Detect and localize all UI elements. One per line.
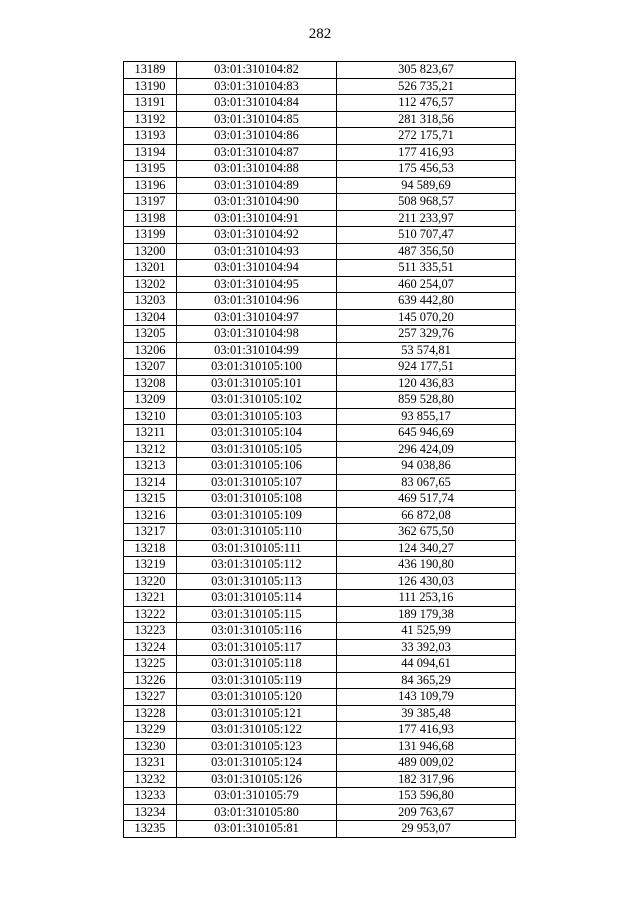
page-number: 282 bbox=[308, 26, 332, 42]
row-number-cell: 13223 bbox=[124, 623, 177, 640]
row-number-cell: 13210 bbox=[124, 408, 177, 425]
table-row bbox=[124, 656, 516, 673]
amount-cell: 469 517,74 bbox=[337, 491, 516, 508]
row-number-cell: 13197 bbox=[124, 194, 177, 211]
cadastral-number-cell: 03:01:310105:119 bbox=[177, 672, 337, 689]
table-row bbox=[124, 491, 516, 508]
cadastral-number-cell: 03:01:310105:112 bbox=[177, 557, 337, 574]
table-row bbox=[124, 177, 516, 194]
row-number-cell: 13201 bbox=[124, 260, 177, 277]
table-row bbox=[124, 227, 516, 244]
amount-cell: 281 318,56 bbox=[337, 111, 516, 128]
row-number-cell: 13222 bbox=[124, 606, 177, 623]
amount-cell: 175 456,53 bbox=[337, 161, 516, 178]
table-row bbox=[124, 771, 516, 788]
table-row bbox=[124, 804, 516, 821]
row-number-cell: 13189 bbox=[124, 62, 177, 79]
cadastral-number-cell: 03:01:310105:123 bbox=[177, 738, 337, 755]
table-row bbox=[124, 689, 516, 706]
row-number-cell: 13203 bbox=[124, 293, 177, 310]
cadastral-number-cell: 03:01:310104:92 bbox=[177, 227, 337, 244]
table-body bbox=[124, 62, 516, 838]
amount-cell: 33 392,03 bbox=[337, 639, 516, 656]
cadastral-number-cell: 03:01:310104:89 bbox=[177, 177, 337, 194]
cadastral-number-cell: 03:01:310104:90 bbox=[177, 194, 337, 211]
row-number-cell: 13198 bbox=[124, 210, 177, 227]
cadastral-number-cell: 03:01:310104:83 bbox=[177, 78, 337, 95]
cadastral-number-cell: 03:01:310104:88 bbox=[177, 161, 337, 178]
amount-cell: 124 340,27 bbox=[337, 540, 516, 557]
amount-cell: 510 707,47 bbox=[337, 227, 516, 244]
row-number-cell: 13224 bbox=[124, 639, 177, 656]
table-row bbox=[124, 672, 516, 689]
table-row bbox=[124, 95, 516, 112]
table-row bbox=[124, 309, 516, 326]
row-number-cell: 13232 bbox=[124, 771, 177, 788]
table-row bbox=[124, 128, 516, 145]
table-row bbox=[124, 326, 516, 343]
table-row bbox=[124, 639, 516, 656]
row-number-cell: 13219 bbox=[124, 557, 177, 574]
row-number-cell: 13211 bbox=[124, 425, 177, 442]
row-number-cell: 13227 bbox=[124, 689, 177, 706]
cadastral-number-cell: 03:01:310105:102 bbox=[177, 392, 337, 409]
row-number-cell: 13191 bbox=[124, 95, 177, 112]
row-number-cell: 13225 bbox=[124, 656, 177, 673]
table-row bbox=[124, 210, 516, 227]
table-row bbox=[124, 243, 516, 260]
amount-cell: 362 675,50 bbox=[337, 524, 516, 541]
table-row bbox=[124, 342, 516, 359]
table-row bbox=[124, 408, 516, 425]
row-number-cell: 13193 bbox=[124, 128, 177, 145]
cadastral-number-cell: 03:01:310104:84 bbox=[177, 95, 337, 112]
row-number-cell: 13220 bbox=[124, 573, 177, 590]
row-number-cell: 13233 bbox=[124, 788, 177, 805]
amount-cell: 84 365,29 bbox=[337, 672, 516, 689]
amount-cell: 305 823,67 bbox=[337, 62, 516, 79]
cadastral-number-cell: 03:01:310104:82 bbox=[177, 62, 337, 79]
row-number-cell: 13209 bbox=[124, 392, 177, 409]
cadastral-number-cell: 03:01:310104:95 bbox=[177, 276, 337, 293]
cadastral-number-cell: 03:01:310104:99 bbox=[177, 342, 337, 359]
table-row bbox=[124, 590, 516, 607]
cadastral-number-cell: 03:01:310104:87 bbox=[177, 144, 337, 161]
table-row bbox=[124, 524, 516, 541]
amount-cell: 511 335,51 bbox=[337, 260, 516, 277]
amount-cell: 126 430,03 bbox=[337, 573, 516, 590]
table-row bbox=[124, 375, 516, 392]
row-number-cell: 13217 bbox=[124, 524, 177, 541]
cadastral-number-cell: 03:01:310105:121 bbox=[177, 705, 337, 722]
amount-cell: 53 574,81 bbox=[337, 342, 516, 359]
row-number-cell: 13205 bbox=[124, 326, 177, 343]
amount-cell: 211 233,97 bbox=[337, 210, 516, 227]
cadastral-number-cell: 03:01:310105:114 bbox=[177, 590, 337, 607]
data-table bbox=[123, 61, 516, 838]
table-row bbox=[124, 788, 516, 805]
row-number-cell: 13202 bbox=[124, 276, 177, 293]
amount-cell: 94 589,69 bbox=[337, 177, 516, 194]
cadastral-number-cell: 03:01:310105:116 bbox=[177, 623, 337, 640]
cadastral-number-cell: 03:01:310105:110 bbox=[177, 524, 337, 541]
cadastral-number-cell: 03:01:310105:105 bbox=[177, 441, 337, 458]
row-number-cell: 13215 bbox=[124, 491, 177, 508]
amount-cell: 296 424,09 bbox=[337, 441, 516, 458]
row-number-cell: 13195 bbox=[124, 161, 177, 178]
amount-cell: 120 436,83 bbox=[337, 375, 516, 392]
cadastral-number-cell: 03:01:310104:86 bbox=[177, 128, 337, 145]
cadastral-number-cell: 03:01:310105:118 bbox=[177, 656, 337, 673]
cadastral-number-cell: 03:01:310105:103 bbox=[177, 408, 337, 425]
amount-cell: 272 175,71 bbox=[337, 128, 516, 145]
row-number-cell: 13200 bbox=[124, 243, 177, 260]
row-number-cell: 13194 bbox=[124, 144, 177, 161]
row-number-cell: 13213 bbox=[124, 458, 177, 475]
amount-cell: 436 190,80 bbox=[337, 557, 516, 574]
amount-cell: 83 067,65 bbox=[337, 474, 516, 491]
amount-cell: 257 329,76 bbox=[337, 326, 516, 343]
cadastral-number-cell: 03:01:310104:97 bbox=[177, 309, 337, 326]
amount-cell: 111 253,16 bbox=[337, 590, 516, 607]
cadastral-number-cell: 03:01:310105:106 bbox=[177, 458, 337, 475]
cadastral-number-cell: 03:01:310105:104 bbox=[177, 425, 337, 442]
amount-cell: 153 596,80 bbox=[337, 788, 516, 805]
amount-cell: 94 038,86 bbox=[337, 458, 516, 475]
amount-cell: 209 763,67 bbox=[337, 804, 516, 821]
table-row bbox=[124, 623, 516, 640]
row-number-cell: 13196 bbox=[124, 177, 177, 194]
row-number-cell: 13218 bbox=[124, 540, 177, 557]
amount-cell: 460 254,07 bbox=[337, 276, 516, 293]
row-number-cell: 13214 bbox=[124, 474, 177, 491]
table-row bbox=[124, 392, 516, 409]
cadastral-number-cell: 03:01:310104:96 bbox=[177, 293, 337, 310]
table-row bbox=[124, 161, 516, 178]
table-row bbox=[124, 144, 516, 161]
cadastral-number-cell: 03:01:310105:109 bbox=[177, 507, 337, 524]
table-row bbox=[124, 606, 516, 623]
amount-cell: 489 009,02 bbox=[337, 755, 516, 772]
table-row bbox=[124, 738, 516, 755]
table-row bbox=[124, 194, 516, 211]
amount-cell: 145 070,20 bbox=[337, 309, 516, 326]
cadastral-number-cell: 03:01:310104:93 bbox=[177, 243, 337, 260]
amount-cell: 177 416,93 bbox=[337, 722, 516, 739]
row-number-cell: 13229 bbox=[124, 722, 177, 739]
amount-cell: 182 317,96 bbox=[337, 771, 516, 788]
amount-cell: 39 385,48 bbox=[337, 705, 516, 722]
cadastral-number-cell: 03:01:310105:108 bbox=[177, 491, 337, 508]
amount-cell: 131 946,68 bbox=[337, 738, 516, 755]
amount-cell: 487 356,50 bbox=[337, 243, 516, 260]
table-row bbox=[124, 111, 516, 128]
cadastral-number-cell: 03:01:310105:126 bbox=[177, 771, 337, 788]
amount-cell: 41 525,99 bbox=[337, 623, 516, 640]
table-row bbox=[124, 540, 516, 557]
table-row bbox=[124, 474, 516, 491]
cadastral-number-cell: 03:01:310104:85 bbox=[177, 111, 337, 128]
cadastral-number-cell: 03:01:310105:124 bbox=[177, 755, 337, 772]
row-number-cell: 13199 bbox=[124, 227, 177, 244]
row-number-cell: 13190 bbox=[124, 78, 177, 95]
table-row bbox=[124, 260, 516, 277]
row-number-cell: 13207 bbox=[124, 359, 177, 376]
amount-cell: 112 476,57 bbox=[337, 95, 516, 112]
cadastral-number-cell: 03:01:310105:107 bbox=[177, 474, 337, 491]
amount-cell: 29 953,07 bbox=[337, 821, 516, 838]
table-row bbox=[124, 78, 516, 95]
amount-cell: 189 179,38 bbox=[337, 606, 516, 623]
table-row bbox=[124, 821, 516, 838]
amount-cell: 526 735,21 bbox=[337, 78, 516, 95]
row-number-cell: 13234 bbox=[124, 804, 177, 821]
cadastral-number-cell: 03:01:310104:91 bbox=[177, 210, 337, 227]
amount-cell: 924 177,51 bbox=[337, 359, 516, 376]
table-row bbox=[124, 359, 516, 376]
table-row bbox=[124, 507, 516, 524]
row-number-cell: 13212 bbox=[124, 441, 177, 458]
cadastral-number-cell: 03:01:310105:111 bbox=[177, 540, 337, 557]
amount-cell: 93 855,17 bbox=[337, 408, 516, 425]
amount-cell: 859 528,80 bbox=[337, 392, 516, 409]
table-row bbox=[124, 705, 516, 722]
amount-cell: 66 872,08 bbox=[337, 507, 516, 524]
table-row bbox=[124, 755, 516, 772]
cadastral-number-cell: 03:01:310104:94 bbox=[177, 260, 337, 277]
table-row bbox=[124, 458, 516, 475]
cadastral-number-cell: 03:01:310105:100 bbox=[177, 359, 337, 376]
row-number-cell: 13226 bbox=[124, 672, 177, 689]
cadastral-number-cell: 03:01:310105:122 bbox=[177, 722, 337, 739]
cadastral-number-cell: 03:01:310105:117 bbox=[177, 639, 337, 656]
cadastral-number-cell: 03:01:310105:81 bbox=[177, 821, 337, 838]
cadastral-number-cell: 03:01:310105:80 bbox=[177, 804, 337, 821]
row-number-cell: 13230 bbox=[124, 738, 177, 755]
cadastral-number-cell: 03:01:310105:120 bbox=[177, 689, 337, 706]
row-number-cell: 13235 bbox=[124, 821, 177, 838]
table-row bbox=[124, 557, 516, 574]
row-number-cell: 13206 bbox=[124, 342, 177, 359]
row-number-cell: 13204 bbox=[124, 309, 177, 326]
table-row bbox=[124, 62, 516, 79]
row-number-cell: 13208 bbox=[124, 375, 177, 392]
amount-cell: 639 442,80 bbox=[337, 293, 516, 310]
table-row bbox=[124, 722, 516, 739]
amount-cell: 177 416,93 bbox=[337, 144, 516, 161]
cadastral-number-cell: 03:01:310104:98 bbox=[177, 326, 337, 343]
table-row bbox=[124, 276, 516, 293]
row-number-cell: 13192 bbox=[124, 111, 177, 128]
row-number-cell: 13221 bbox=[124, 590, 177, 607]
cadastral-number-cell: 03:01:310105:79 bbox=[177, 788, 337, 805]
cadastral-number-cell: 03:01:310105:115 bbox=[177, 606, 337, 623]
table-row bbox=[124, 573, 516, 590]
amount-cell: 645 946,69 bbox=[337, 425, 516, 442]
table-row bbox=[124, 441, 516, 458]
amount-cell: 44 094,61 bbox=[337, 656, 516, 673]
table-row bbox=[124, 293, 516, 310]
row-number-cell: 13216 bbox=[124, 507, 177, 524]
cadastral-number-cell: 03:01:310105:101 bbox=[177, 375, 337, 392]
row-number-cell: 13228 bbox=[124, 705, 177, 722]
amount-cell: 508 968,57 bbox=[337, 194, 516, 211]
amount-cell: 143 109,79 bbox=[337, 689, 516, 706]
row-number-cell: 13231 bbox=[124, 755, 177, 772]
cadastral-number-cell: 03:01:310105:113 bbox=[177, 573, 337, 590]
table-row bbox=[124, 425, 516, 442]
